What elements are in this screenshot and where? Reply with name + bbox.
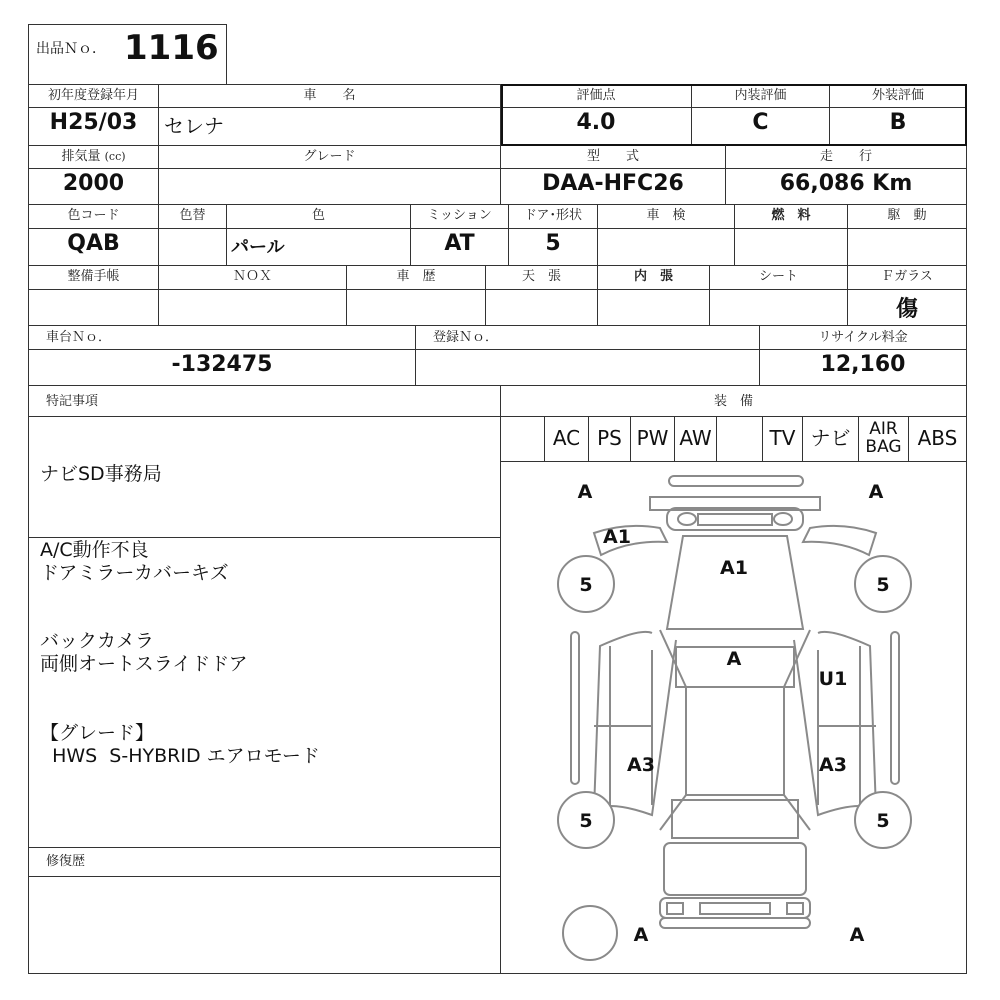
mark-front-bumper-left: A1 (603, 526, 631, 548)
equipment-airbag: AIR BAG (865, 419, 902, 457)
mileage-label: 走 行 (819, 149, 872, 164)
model-code: DAA-HFC26 (542, 171, 684, 196)
equipment-ps: PS (597, 426, 622, 450)
displacement: 2000 (62, 171, 125, 196)
notes-block-3: バックカメラ 両側オートスライドドア (40, 630, 248, 675)
mark-rear-right-corner: A (849, 924, 865, 946)
mark-right-side: A3 (819, 754, 847, 776)
color-change-label: 色替 (179, 208, 206, 223)
equipment-navi: ナビ (810, 426, 851, 450)
tire-front-right-depth: 5 (876, 574, 890, 596)
interior-rating-label: 内装評価 (734, 88, 787, 103)
equipment-label: 装 備 (713, 394, 753, 409)
color-label: 色 (311, 208, 325, 223)
lot-number: 1116 (124, 28, 219, 68)
ceiling-label: 天 張 (521, 269, 561, 284)
notes-block-1: ナビSD事務局 (40, 463, 162, 485)
door: 5 (545, 231, 561, 256)
spare-tire (563, 906, 617, 960)
front-glass: 傷 (895, 296, 918, 322)
color: パール (231, 237, 285, 258)
fuel-label: 燃 料 (771, 208, 811, 223)
equipment-pw: PW (636, 426, 669, 450)
vehicle-history-label: 車 歴 (396, 269, 436, 284)
seat-label: シート (758, 269, 798, 284)
tire-rear-left-depth: 5 (579, 810, 593, 832)
mark-front-right-corner: A (868, 481, 884, 503)
mission: AT (444, 231, 475, 256)
chassis-number-label: 車台Ｎｏ． (46, 330, 112, 345)
grade-label: グレード (303, 149, 356, 164)
equipment-tv: TV (769, 426, 796, 450)
mark-roof-front: A (726, 648, 742, 670)
recycle-fee-label: リサイクル料金 (818, 330, 908, 345)
equipment-ac: AC (552, 426, 581, 450)
color-code: QAB (67, 231, 120, 256)
nox-label: ＮＯＸ (232, 269, 272, 284)
interior-rating: C (752, 110, 769, 135)
mark-left-side: A3 (627, 754, 655, 776)
equipment-aw: AW (679, 426, 712, 450)
first-registration-label: 初年度登録年月 (47, 88, 139, 103)
mark-rear-left-corner: A (633, 924, 649, 946)
notes-block-2: A/C動作不良 ドアミラーカバーキズ (40, 539, 229, 584)
vehicle-damage-diagram (500, 462, 966, 973)
mark-right-front-door: U1 (818, 668, 848, 690)
equipment-slot-blank-1 (501, 416, 544, 460)
mark-hood: A1 (720, 557, 748, 579)
inspection-label: 車 検 (646, 208, 686, 223)
exterior-rating: B (889, 110, 907, 135)
interior-trim-label: 内 張 (633, 269, 673, 284)
first-registration: H25/03 (49, 110, 138, 135)
score: 4.0 (576, 110, 616, 135)
mileage: 66,086 Km (779, 171, 913, 196)
exterior-rating-label: 外装評価 (871, 88, 924, 103)
chassis-number: -132475 (171, 352, 273, 377)
displacement-label-text: 排気量 (61, 149, 101, 164)
lot-number-label: 出品Ｎｏ． (36, 41, 106, 57)
service-record-label: 整備手帳 (67, 269, 120, 284)
repair-history-label: 修復歴 (46, 854, 86, 869)
model-label: 型 式 (586, 149, 639, 164)
displacement-label (29, 146, 158, 168)
score-label: 評価点 (576, 88, 616, 103)
registration-number-label: 登録Ｎｏ． (433, 330, 499, 345)
equipment-slot-blank-2 (717, 416, 762, 460)
notes-label: 特記事項 (46, 394, 99, 409)
mission-label: ミッション (427, 208, 492, 223)
color-code-label: 色コード (67, 208, 120, 223)
drive-label: 駆 動 (887, 208, 927, 223)
tire-front-left-depth: 5 (579, 574, 593, 596)
recycle-fee: 12,160 (820, 352, 906, 377)
door-label: ドア･形状 (523, 208, 583, 223)
mark-front-left-corner: A (577, 481, 593, 503)
displacement-unit: (cc) (104, 150, 126, 163)
front-glass-label: Ｆガラス (881, 269, 933, 284)
car-name-label: 車 名 (303, 88, 356, 103)
notes-block-4: 【グレード】 HWS S-HYBRID エアロモード (40, 722, 320, 767)
tire-rear-right-depth: 5 (876, 810, 890, 832)
car-name: セレナ (164, 114, 224, 138)
equipment-abs: ABS (917, 426, 958, 450)
